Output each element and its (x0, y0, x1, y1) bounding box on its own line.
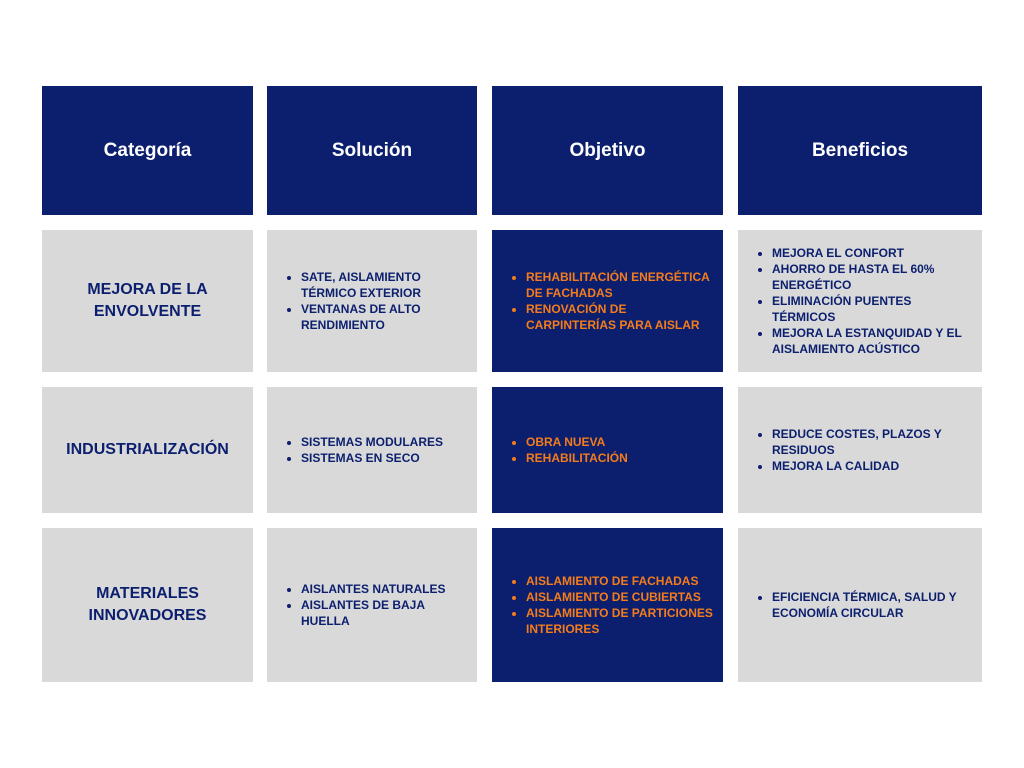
beneficios-list (738, 245, 982, 357)
objetivo-list (492, 573, 723, 637)
row-3-solucion (267, 528, 477, 682)
row-2-beneficios (738, 387, 982, 513)
row-1-categoria (42, 230, 253, 372)
row-3-objetivo (492, 528, 723, 682)
objetivo-list (492, 434, 636, 466)
row-2-solucion (267, 387, 477, 513)
list-item: • SATE, AISLAMIENTO TÉRMICO EXTERIOR (301, 269, 469, 301)
row-1-beneficios (738, 230, 982, 372)
list-item: • SISTEMAS EN SECO (301, 450, 443, 466)
list-item: • RENOVACIÓN DE CARPINTERÍAS PARA AISLAR (526, 301, 715, 333)
list-item: • SISTEMAS MODULARES (301, 434, 443, 450)
categoria-line: ENVOLVENTE (93, 303, 202, 320)
row-1-objetivo (492, 230, 723, 372)
solucion-list (267, 269, 477, 333)
list-item: • MEJORA LA ESTANQUIDAD Y EL AISLAMIENTO ACÚSTICO (772, 325, 974, 357)
categoria-line: INDUSTRIALIZACIÓN (66, 441, 229, 458)
row-2-objetivo (492, 387, 723, 513)
list-item: • ELIMINACIÓN PUENTES TÉRMICOS (772, 293, 974, 325)
list-item: • EFICIENCIA TÉRMICA, SALUD Y ECONOMÍA CIRCULAR (772, 589, 974, 621)
list-item: • AISLANTES DE BAJA HUELLA (301, 597, 469, 629)
header-categoria (42, 86, 253, 215)
beneficios-list (738, 589, 982, 621)
row-3-beneficios (738, 528, 982, 682)
categoria-line: INNOVADORES (88, 607, 207, 624)
header-solucion (267, 86, 477, 215)
list-item: • AHORRO DE HASTA EL 60% ENERGÉTICO (772, 261, 974, 293)
categoria-line: MEJORA DE LA (87, 281, 208, 298)
list-item: • AISLAMIENTO DE PARTICIONES INTERIORES (526, 605, 715, 637)
row-3-categoria (42, 528, 253, 682)
row-1-solucion (267, 230, 477, 372)
list-item: • OBRA NUEVA (526, 434, 628, 450)
list-item: • AISLANTES NATURALES (301, 581, 469, 597)
list-item: • AISLAMIENTO DE FACHADAS (526, 573, 715, 589)
row-2-categoria (42, 387, 253, 513)
solucion-list (267, 434, 451, 466)
header-objetivo (492, 86, 723, 215)
list-item: • REHABILITACIÓN ENERGÉTICA DE FACHADAS (526, 269, 715, 301)
list-item: • MEJORA LA CALIDAD (772, 458, 974, 474)
header-beneficios (738, 86, 982, 215)
header-label: Categoría (103, 139, 192, 161)
header-label: Solución (331, 139, 413, 161)
objetivo-list (492, 269, 723, 333)
categoria-line: MATERIALES (96, 585, 199, 602)
list-item: • REHABILITACIÓN (526, 450, 628, 466)
header-label: Objetivo (569, 139, 646, 161)
list-item: • MEJORA EL CONFORT (772, 245, 974, 261)
list-item: • VENTANAS DE ALTO RENDIMIENTO (301, 301, 469, 333)
list-item: • AISLAMIENTO DE CUBIERTAS (526, 589, 715, 605)
solucion-list (267, 581, 477, 629)
list-item: • REDUCE COSTES, PLAZOS Y RESIDUOS (772, 426, 974, 458)
header-label: Beneficios (811, 139, 909, 161)
beneficios-list (738, 426, 982, 474)
